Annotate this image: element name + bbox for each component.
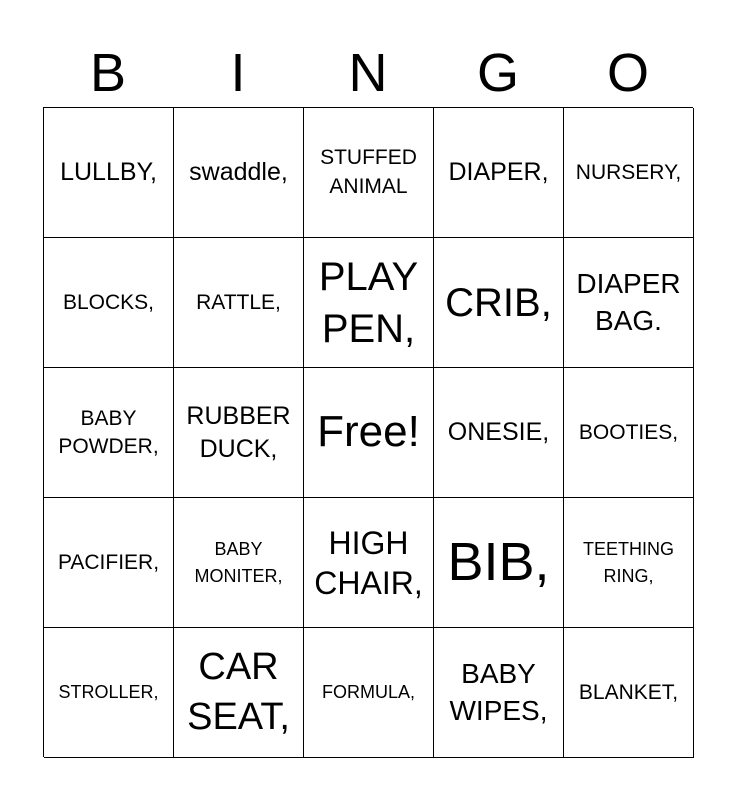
cell-text: BLANKET, xyxy=(578,680,679,704)
bingo-cell[interactable] xyxy=(434,368,564,498)
bingo-cell[interactable] xyxy=(174,628,304,758)
header-letter-g: G xyxy=(476,43,519,103)
bingo-cell[interactable] xyxy=(434,238,564,368)
bingo-cell[interactable] xyxy=(174,238,304,368)
bingo-cell[interactable] xyxy=(304,238,434,368)
bingo-cell[interactable] xyxy=(44,238,174,368)
bingo-cell[interactable] xyxy=(564,108,694,238)
bingo-cell[interactable] xyxy=(304,498,434,628)
bingo-cell[interactable] xyxy=(304,108,434,238)
bingo-card xyxy=(43,107,693,757)
bingo-cell[interactable] xyxy=(564,498,694,628)
cell-text: BLOCKS, xyxy=(62,290,155,314)
bingo-cell[interactable] xyxy=(434,108,564,238)
cell-text: PACIFIER, xyxy=(57,550,160,574)
header-letter-i: I xyxy=(230,43,246,103)
cell-text: STUFFED ANIMAL xyxy=(320,146,417,198)
bingo-cell[interactable] xyxy=(564,628,694,758)
cell-text: HIGH CHAIR, xyxy=(314,524,423,601)
cell-text: FORMULA, xyxy=(321,681,415,702)
bingo-cell[interactable] xyxy=(434,628,564,758)
bingo-cell[interactable] xyxy=(174,368,304,498)
cell-text: BOOTIES, xyxy=(578,420,679,444)
cell-text: DIAPER, xyxy=(448,158,549,187)
bingo-cell[interactable] xyxy=(44,628,174,758)
cell-text: LULLBY, xyxy=(60,158,157,187)
cell-text: BABY POWDER, xyxy=(58,407,159,458)
header-letter-o: O xyxy=(606,43,649,103)
bingo-cell[interactable] xyxy=(304,628,434,758)
bingo-cell[interactable] xyxy=(174,498,304,628)
cell-text: CRIB, xyxy=(445,280,552,325)
bingo-cell[interactable] xyxy=(44,498,174,628)
bingo-cell[interactable] xyxy=(44,108,174,238)
header-letter-b: B xyxy=(89,43,127,103)
bingo-header xyxy=(43,40,693,106)
bingo-cell[interactable] xyxy=(174,108,304,238)
cell-text: BABY MONITER, xyxy=(194,539,283,586)
cell-text: RUBBER DUCK, xyxy=(186,402,291,463)
cell-text: Free! xyxy=(317,407,420,457)
cell-text: BIB, xyxy=(447,531,550,592)
bingo-cell[interactable] xyxy=(44,368,174,498)
cell-text: CAR SEAT, xyxy=(187,646,290,738)
header-letter-n: N xyxy=(348,43,388,103)
cell-text: TEETHING RING, xyxy=(582,539,674,586)
cell-text: BABY WIPES, xyxy=(449,658,548,726)
bingo-cell free-space[interactable] xyxy=(304,368,434,498)
cell-text: STROLLER, xyxy=(58,681,159,702)
bingo-cell[interactable] xyxy=(564,238,694,368)
bingo-cell[interactable] xyxy=(434,498,564,628)
cell-text: NURSERY, xyxy=(575,160,682,184)
cell-text: RATTLE, xyxy=(196,290,281,314)
cell-text: DIAPER BAG. xyxy=(576,268,681,336)
cell-text: ONESIE, xyxy=(447,418,550,447)
cell-text: swaddle, xyxy=(189,158,288,187)
cell-text: PLAY PEN, xyxy=(318,254,419,351)
bingo-cell[interactable] xyxy=(564,368,694,498)
